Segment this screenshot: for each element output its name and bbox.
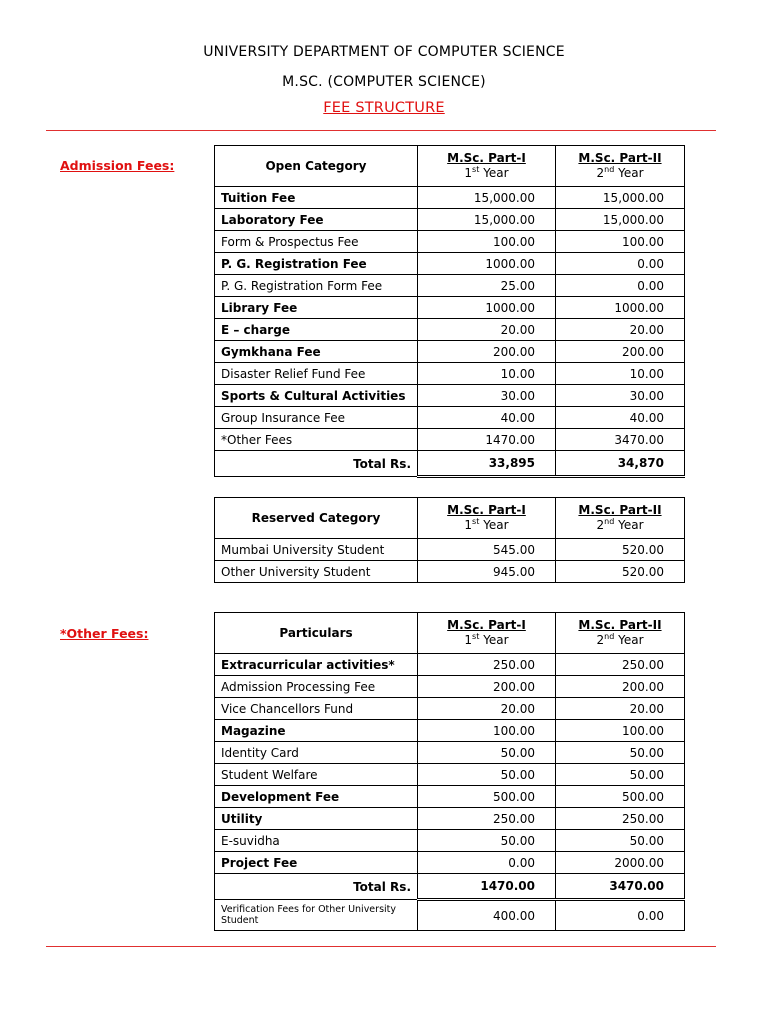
year1-suffix: st [472, 632, 480, 641]
part1-value: 25.00 [418, 275, 556, 297]
row-label: Library Fee [215, 297, 418, 319]
table-row [215, 319, 685, 341]
part1-value: 15,000.00 [418, 209, 556, 231]
part1-value: 10.00 [418, 363, 556, 385]
part1-value: 250.00 [418, 808, 556, 830]
column-heading-part1 [418, 146, 556, 187]
table-row [215, 539, 685, 561]
part2-value: 50.00 [556, 764, 685, 786]
part1-year [424, 166, 549, 181]
part2-value: 0.00 [556, 253, 685, 275]
table-header-row [215, 146, 685, 187]
part1-year [424, 518, 549, 533]
part2-value: 100.00 [556, 231, 685, 253]
row-label: Tuition Fee [215, 187, 418, 209]
table-row [215, 676, 685, 698]
total-part2: 3470.00 [556, 874, 685, 900]
part2-value: 200.00 [556, 676, 685, 698]
part2-value: 15,000.00 [556, 187, 685, 209]
part2-value: 10.00 [556, 363, 685, 385]
table-row [215, 561, 685, 583]
column-heading-category: Open Category [215, 146, 418, 187]
total-label: Total Rs. [215, 874, 418, 900]
table-row [215, 742, 685, 764]
part1-value: 50.00 [418, 742, 556, 764]
table-row [215, 209, 685, 231]
total-part1: 33,895 [418, 451, 556, 477]
row-label: Disaster Relief Fund Fee [215, 363, 418, 385]
part1-value: 15,000.00 [418, 187, 556, 209]
table-row [215, 363, 685, 385]
total-row [215, 874, 685, 900]
other-fees-table [214, 612, 685, 931]
part2-label: M.Sc. Part-II [578, 503, 662, 517]
part1-value: 1470.00 [418, 429, 556, 451]
fee-structure-heading: FEE STRUCTURE [323, 100, 445, 116]
table-row [215, 852, 685, 874]
part1-value: 0.00 [418, 852, 556, 874]
part1-value: 250.00 [418, 654, 556, 676]
year1-word: Year [483, 633, 509, 647]
part1-value: 1000.00 [418, 297, 556, 319]
part2-value: 500.00 [556, 786, 685, 808]
part2-value: 520.00 [556, 539, 685, 561]
part2-value: 1000.00 [556, 297, 685, 319]
column-heading-part1 [418, 613, 556, 654]
part1-value: 100.00 [418, 720, 556, 742]
part2-value: 30.00 [556, 385, 685, 407]
part2-year [562, 633, 678, 648]
year2-word: Year [618, 633, 644, 647]
table-row [215, 808, 685, 830]
row-label: Extracurricular activities* [215, 654, 418, 676]
table-row [215, 654, 685, 676]
column-heading-part2 [556, 146, 685, 187]
table-row [215, 698, 685, 720]
part1-value: 50.00 [418, 764, 556, 786]
department-title: UNIVERSITY DEPARTMENT OF COMPUTER SCIENCE [203, 44, 565, 60]
part1-value: 50.00 [418, 830, 556, 852]
row-label: Vice Chancellors Fund [215, 698, 418, 720]
table-row [215, 341, 685, 363]
verification-label: Verification Fees for Other University Student [215, 900, 418, 931]
part2-value: 2000.00 [556, 852, 685, 874]
table-row [215, 764, 685, 786]
reserved-category-table [214, 497, 685, 583]
table-row [215, 720, 685, 742]
year2-suffix: nd [604, 632, 615, 641]
part1-value: 1000.00 [418, 253, 556, 275]
total-part1: 1470.00 [418, 874, 556, 900]
table-row [215, 253, 685, 275]
year2-number: 2 [596, 166, 605, 180]
row-label: Other University Student [215, 561, 418, 583]
verification-part1: 400.00 [418, 900, 556, 931]
row-label: Magazine [215, 720, 418, 742]
part2-label: M.Sc. Part-II [578, 618, 662, 632]
other-fees-text: Other Fees: [66, 626, 149, 641]
column-heading-particulars: Particulars [215, 613, 418, 654]
part2-value: 20.00 [556, 319, 685, 341]
other-fees-asterisk: * [60, 626, 67, 641]
other-fees-label [60, 626, 148, 641]
row-label: Group Insurance Fee [215, 407, 418, 429]
part1-year [424, 633, 549, 648]
total-part2: 34,870 [556, 451, 685, 477]
part1-label: M.Sc. Part-I [447, 618, 526, 632]
year2-suffix: nd [604, 165, 615, 174]
year1-suffix: st [472, 517, 480, 526]
part2-value: 50.00 [556, 830, 685, 852]
row-label: Project Fee [215, 852, 418, 874]
column-heading-part1 [418, 498, 556, 539]
year1-number: 1 [464, 166, 473, 180]
top-divider [46, 130, 716, 131]
part2-value: 250.00 [556, 808, 685, 830]
part2-year [562, 518, 678, 533]
column-heading-part2 [556, 498, 685, 539]
row-label: Gymkhana Fee [215, 341, 418, 363]
part1-value: 20.00 [418, 319, 556, 341]
table-header-row [215, 613, 685, 654]
table-row [215, 385, 685, 407]
part2-year [562, 166, 678, 181]
part2-value: 250.00 [556, 654, 685, 676]
part2-value: 15,000.00 [556, 209, 685, 231]
part2-value: 50.00 [556, 742, 685, 764]
year2-suffix: nd [604, 517, 615, 526]
year2-number: 2 [596, 633, 605, 647]
verification-part2: 0.00 [556, 900, 685, 931]
row-label: Development Fee [215, 786, 418, 808]
part1-value: 20.00 [418, 698, 556, 720]
table-row [215, 830, 685, 852]
part1-value: 100.00 [418, 231, 556, 253]
column-heading-part2 [556, 613, 685, 654]
row-label: Utility [215, 808, 418, 830]
year1-word: Year [483, 518, 509, 532]
part2-value: 100.00 [556, 720, 685, 742]
open-category-table [214, 145, 685, 478]
row-label: P. G. Registration Fee [215, 253, 418, 275]
row-label: *Other Fees [215, 429, 418, 451]
part2-value: 40.00 [556, 407, 685, 429]
year1-number: 1 [464, 633, 473, 647]
part1-value: 40.00 [418, 407, 556, 429]
part2-label: M.Sc. Part-II [578, 151, 662, 165]
part1-value: 200.00 [418, 676, 556, 698]
verification-row [215, 900, 685, 931]
row-label: Student Welfare [215, 764, 418, 786]
bottom-divider [46, 946, 716, 947]
row-label: E-suvidha [215, 830, 418, 852]
table-row [215, 407, 685, 429]
part2-value: 200.00 [556, 341, 685, 363]
table-row [215, 786, 685, 808]
part2-value: 0.00 [556, 275, 685, 297]
year2-number: 2 [596, 518, 605, 532]
part1-label: M.Sc. Part-I [447, 151, 526, 165]
year1-number: 1 [464, 518, 473, 532]
part2-value: 3470.00 [556, 429, 685, 451]
row-label: Mumbai University Student [215, 539, 418, 561]
table-row [215, 275, 685, 297]
course-title: M.SC. (COMPUTER SCIENCE) [282, 74, 486, 90]
part2-value: 520.00 [556, 561, 685, 583]
part1-value: 200.00 [418, 341, 556, 363]
part2-value: 20.00 [556, 698, 685, 720]
part1-value: 30.00 [418, 385, 556, 407]
year1-word: Year [483, 166, 509, 180]
row-label: Identity Card [215, 742, 418, 764]
table-row [215, 231, 685, 253]
row-label: Laboratory Fee [215, 209, 418, 231]
part1-label: M.Sc. Part-I [447, 503, 526, 517]
year2-word: Year [618, 166, 644, 180]
row-label: P. G. Registration Form Fee [215, 275, 418, 297]
admission-fees-label: Admission Fees: [60, 158, 175, 173]
row-label: E – charge [215, 319, 418, 341]
part1-value: 545.00 [418, 539, 556, 561]
table-row [215, 429, 685, 451]
row-label: Admission Processing Fee [215, 676, 418, 698]
table-row [215, 297, 685, 319]
part1-value: 945.00 [418, 561, 556, 583]
total-label: Total Rs. [215, 451, 418, 477]
part1-value: 500.00 [418, 786, 556, 808]
row-label: Sports & Cultural Activities [215, 385, 418, 407]
year1-suffix: st [472, 165, 480, 174]
column-heading-category: Reserved Category [215, 498, 418, 539]
year2-word: Year [618, 518, 644, 532]
table-row [215, 187, 685, 209]
table-header-row [215, 498, 685, 539]
row-label: Form & Prospectus Fee [215, 231, 418, 253]
total-row [215, 451, 685, 477]
